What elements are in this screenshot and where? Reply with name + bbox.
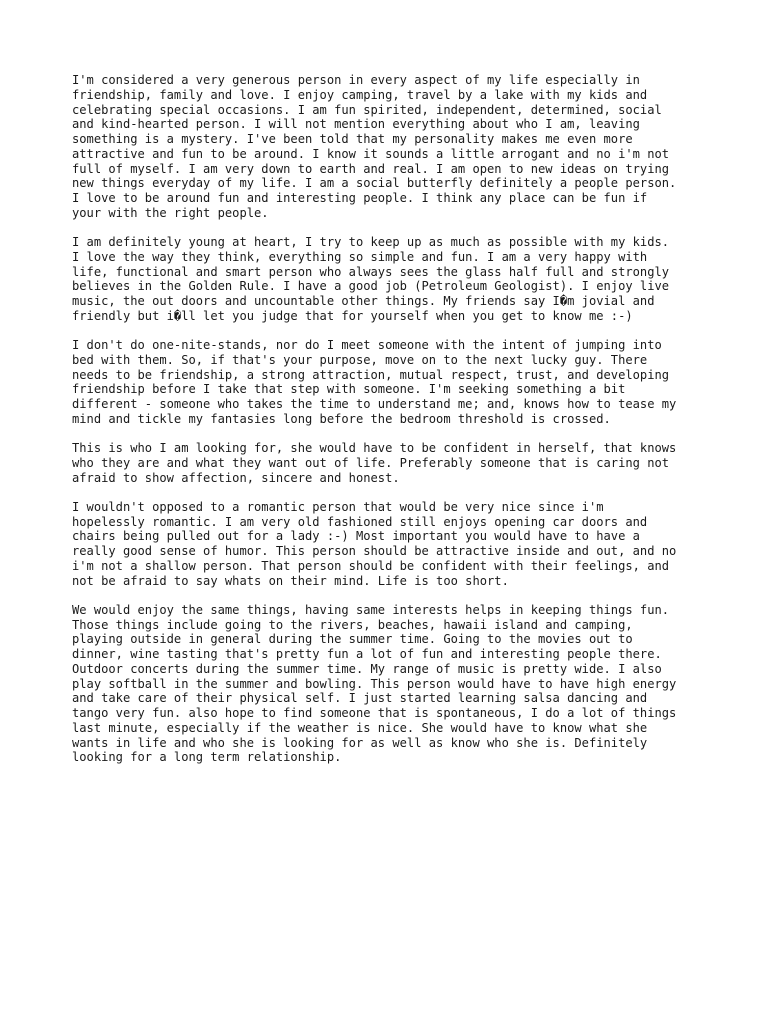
document-page <box>72 73 702 780</box>
paragraph-young-at-heart: I am definitely young at heart, I try to keep up as much as possible with my kids. I love the way they think, everything so simple and fun. I am a very happy with life, functional and smart person who always sees the glass half full and strongly believes in the Golden Rule. I have a good job (Petroleum Geologist). I enjoy live music, the out doors and uncountable other things. My friends say I�m jovial and friendly but i�ll let you judge that for yourself when you get to know me :-) <box>72 235 670 323</box>
paragraph-looking-for: This is who I am looking for, she would have to be confident in herself, that knows who they are and what they want out of life. Preferably someone that is caring not afraid to show affection, sincere and honest. <box>72 441 677 485</box>
paragraph-about-me: I'm considered a very generous person in every aspect of my life especially in friendship, family and love. I enjoy camping, travel by a lake with my kids and celebrating special occasions. I am fun spirited, independent, determined, social and kind-hearted person. I will not mention everything about who I am, leaving something is a mystery. I've been told that my personality makes me even more attractive and fun to be around. I know it sounds a little arrogant and no i'm not full of myself. I am very down to earth and real. I am open to new ideas on trying new things everyday of my life. I am a social butterfly definitely a people person. I love to be around fun and interesting people. I think any place can be fun if your with the right people. <box>72 73 677 220</box>
paragraph-interests: We would enjoy the same things, having same interests helps in keeping things fun. Those things include going to the rivers, beaches, hawaii island and camping, playing outside in general during the summer time. Going to the movies out to dinner, wine tasting that's pretty fun a lot of fun and interesting people there. Outdoor concerts during the summer time. My range of music is pretty wide. I also play softball in the summer and bowling. This person would have to have high energy and take care of their physical self. I just started learning salsa dancing and tango very fun. also hope to find someone that is spontaneous, I do a lot of things last minute, especially if the weather is nice. She would have to know what she wants in life and who she is looking for as well as know who she is. Definitely looking for a long term relationship. <box>72 602 677 765</box>
paragraph-romantic: I wouldn't opposed to a romantic person that would be very nice since i'm hopelessly romantic. I am very old fashioned still enjoys opening car doors and chairs being pulled out for a lady :-) Most important you would have to have a really good sense of humor. This person should be attractive inside and out, and no i'm not a shallow person. That person should be confident with their feelings, and not be afraid to say whats on their mind. Life is too short. <box>72 499 677 588</box>
paragraph-intentions: I don't do one-nite-stands, nor do I meet someone with the intent of jumping into bed with them. So, if that's your purpose, move on to the next lucky guy. There needs to be friendship, a strong attraction, mutual respect, trust, and developing friendship before I take that step with someone. I'm seeking something a bit different - someone who takes the time to understand me; and, knows how to tease my mind and tickle my fantasies long before the bedroom threshold is crossed. <box>72 338 677 426</box>
